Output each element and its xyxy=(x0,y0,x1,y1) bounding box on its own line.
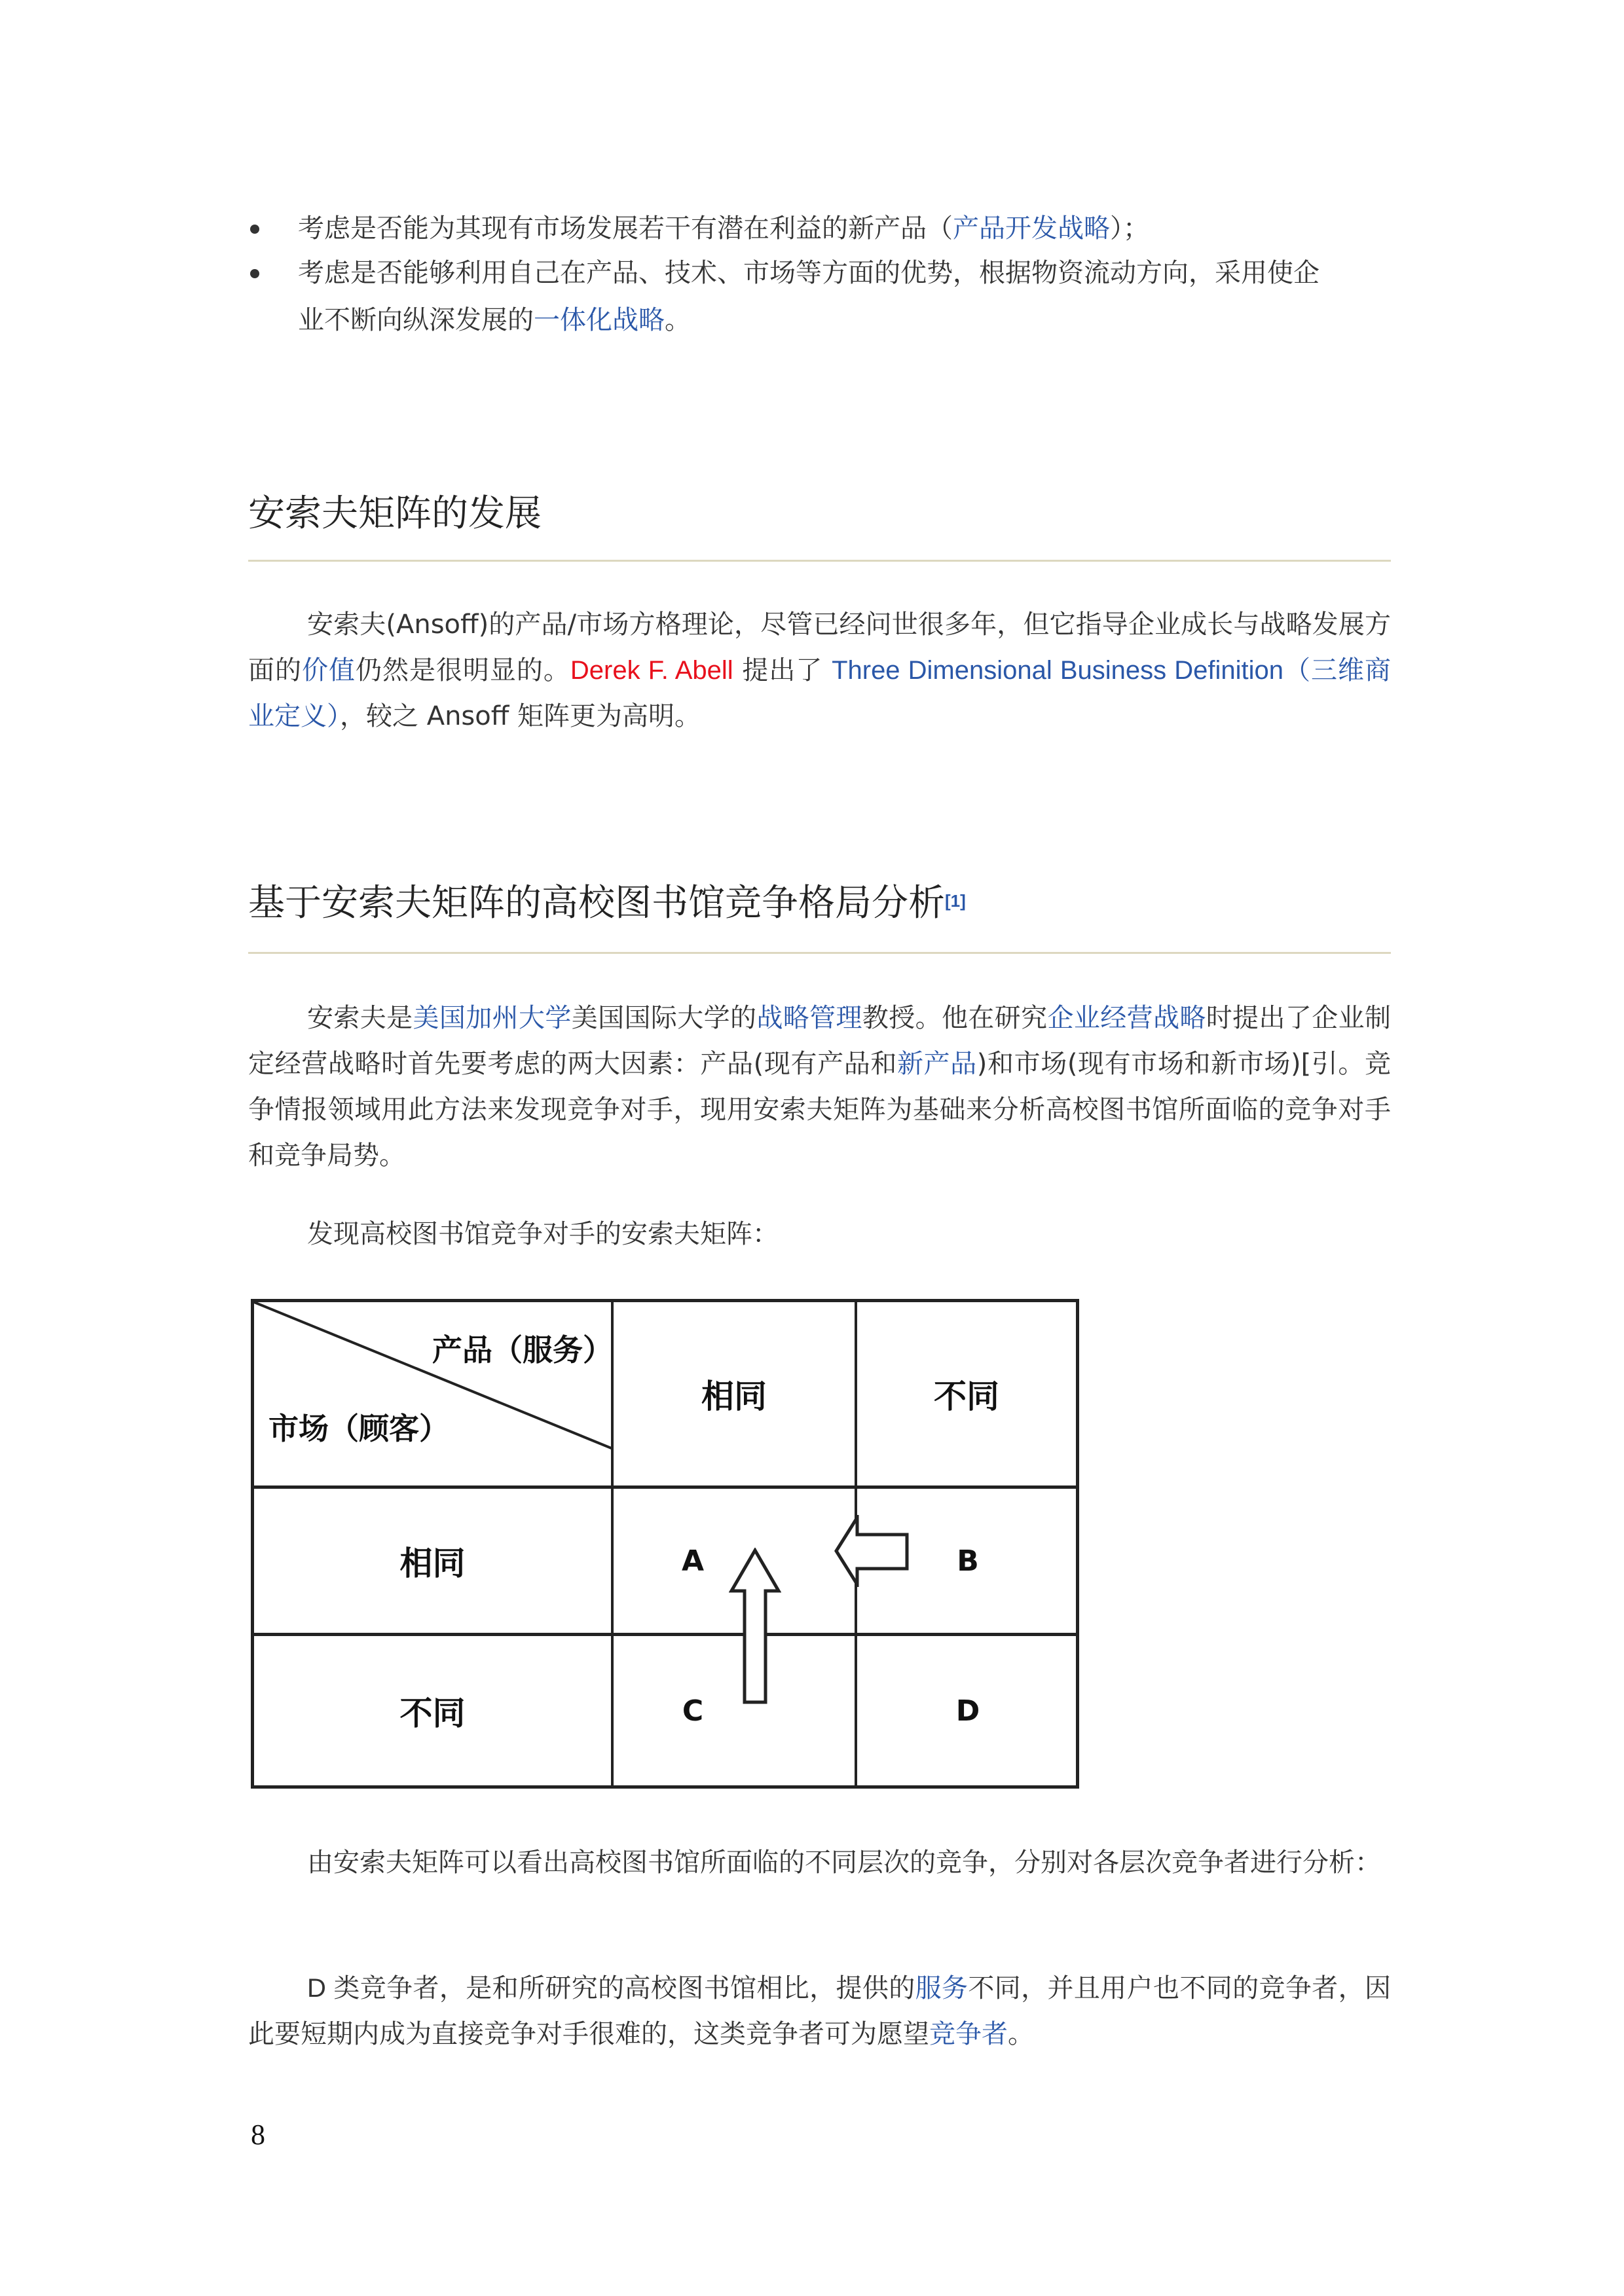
cell-b: B xyxy=(957,1544,979,1578)
bullet-text: ）； xyxy=(1110,213,1149,244)
link-strategic-management[interactable]: 战略管理 xyxy=(756,1003,862,1033)
paragraph xyxy=(248,602,1391,739)
cell-a: A xyxy=(681,1544,705,1578)
link-uc[interactable]: 美国加州大学 xyxy=(413,1003,572,1033)
text: 仍然是很明显的。 xyxy=(355,655,570,685)
red-name[interactable]: Derek F. Abell xyxy=(570,656,733,685)
paragraph: 由安索夫矩阵可以看出高校图书馆所面临的不同层次的竞争，分别对各层次竞争者进行分析： xyxy=(307,1848,1381,1878)
text: 提出了 xyxy=(733,655,832,685)
link-product-dev-strategy[interactable]: 产品开发战略 xyxy=(953,213,1110,244)
bullet-text: 业不断向纵深发展的 xyxy=(298,305,534,335)
paragraph xyxy=(248,1965,1391,2057)
text: 安索夫是 xyxy=(307,1003,413,1033)
bullet-dot xyxy=(250,269,259,278)
link-competitor[interactable]: 竞争者 xyxy=(929,2019,1008,2049)
bullet-text: 考虑是否能够利用自己在产品、技术、市场等方面的优势，根据物资流动方向，采用使企 xyxy=(298,258,1320,288)
left-arrow-icon xyxy=(834,1515,912,1587)
col-header: 相同 xyxy=(701,1377,767,1415)
text: )和市场(现有市场和新市场)[引。竞争情报领域用此方法来发现竞争对手，现用安索夫矩阵为基础来分析高校图书馆所面临的竞争对手和竞争局势。 xyxy=(248,1049,1392,1171)
text: 。 xyxy=(1008,2019,1034,2049)
bullet-item xyxy=(298,249,1398,344)
link-business-strategy[interactable]: 企业经营战略 xyxy=(1047,1003,1206,1033)
ansoff-matrix-figure xyxy=(251,1299,1079,1789)
bullet-item xyxy=(298,205,1398,252)
link-service[interactable]: 服务 xyxy=(915,1973,969,2003)
bullet-text: 考虑是否能为其现有市场发展若干有潜在利益的新产品（ xyxy=(298,213,953,244)
paragraph: 发现高校图书馆竞争对手的安索夫矩阵： xyxy=(307,1219,779,1249)
corner-label-product: 产品（服务） xyxy=(432,1332,613,1368)
link-value[interactable]: 价值 xyxy=(301,655,356,685)
heading-text: 基于安索夫矩阵的高校图书馆竞争格局分析 xyxy=(248,882,945,924)
text: 安索夫(Ansoff)的产品/市场方格理论，尽管已经问世很多年，但它指导企业成长与战略发展方面的 xyxy=(248,610,1391,685)
text: D 类竞争者，是和所研究的高校图书馆相比，提供的 xyxy=(307,1974,915,2003)
heading-divider xyxy=(248,560,1391,562)
bullet-dot xyxy=(250,225,259,234)
page-number: 8 xyxy=(251,2119,265,2151)
row-header: 不同 xyxy=(399,1694,466,1732)
text: 教授。他在研究 xyxy=(862,1003,1048,1033)
heading-divider xyxy=(248,952,1391,954)
up-arrow-icon xyxy=(729,1548,781,1705)
text: 时提出了企业制定经营战略时首先要考虑的两大因素：产品(现有产品和 xyxy=(248,1003,1391,1079)
section-heading: 安索夫矩阵的发展 xyxy=(248,492,542,535)
cell-d: D xyxy=(955,1694,980,1728)
text: ，较之 Ansoff 矩阵更为高明。 xyxy=(340,701,701,731)
reference-link[interactable]: [1] xyxy=(945,891,966,911)
link-integration-strategy[interactable]: 一体化战略 xyxy=(534,305,665,335)
text: 不同，并且用户也不同的竞争者，因此要短期内成为直接竞争对手很难的，这类竞争者可为愿望 xyxy=(248,1973,1391,2049)
text: 美国国际大学的 xyxy=(571,1003,757,1033)
link-three-dimensional[interactable]: Three Dimensional Business Definition（三维商业定义） xyxy=(248,656,1391,731)
link-new-product[interactable]: 新产品 xyxy=(896,1049,977,1079)
bullet-text: 。 xyxy=(665,305,691,335)
col-header: 不同 xyxy=(934,1377,999,1415)
cell-c: C xyxy=(682,1694,704,1728)
section-heading xyxy=(248,877,966,930)
corner-label-market: 市场（顾客） xyxy=(268,1411,449,1446)
paragraph xyxy=(248,995,1391,1178)
row-header: 相同 xyxy=(399,1544,466,1582)
